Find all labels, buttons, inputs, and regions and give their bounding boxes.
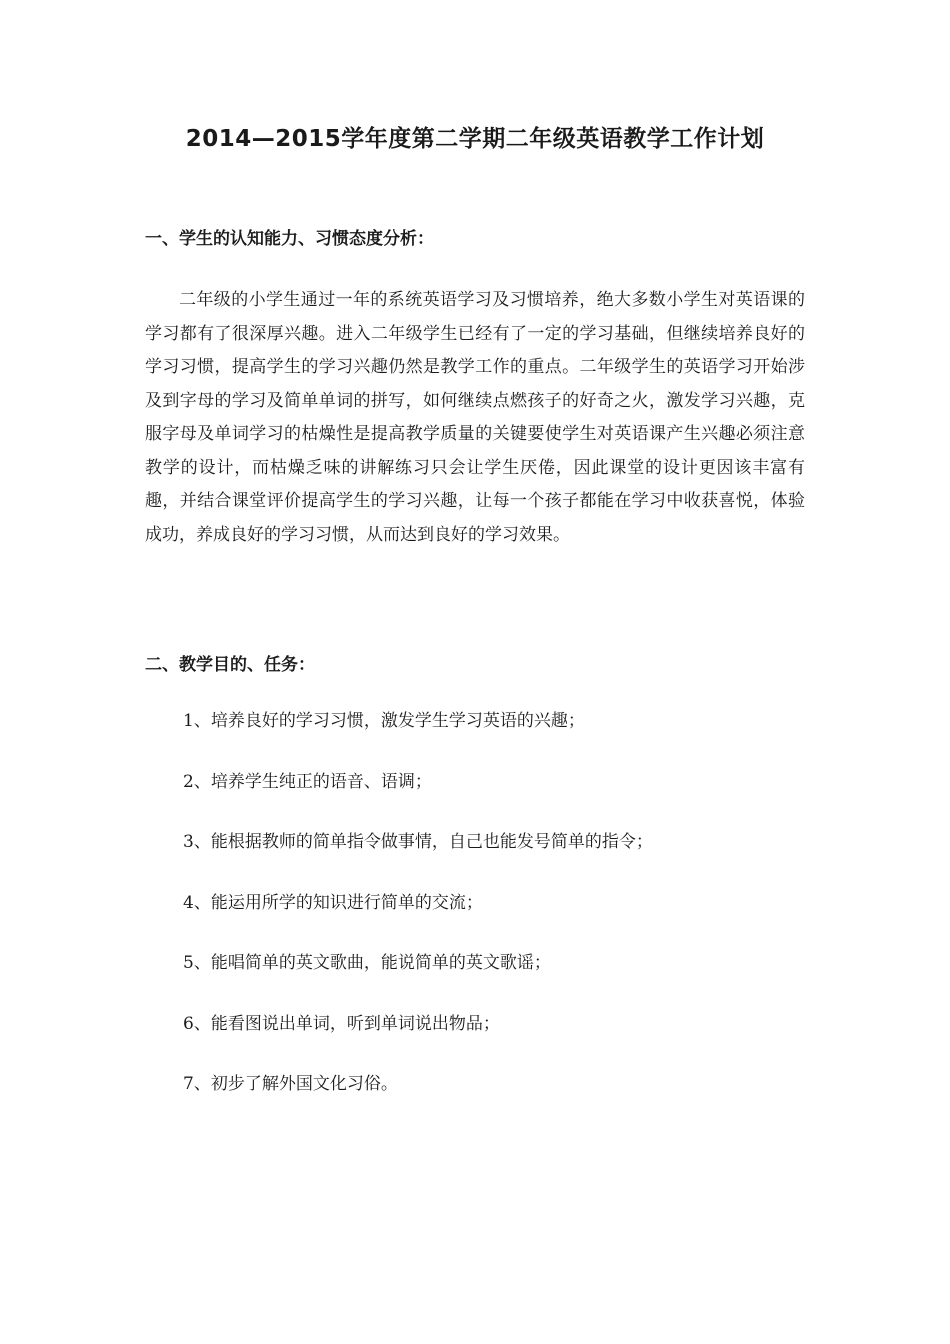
list-item: 7、初步了解外国文化习俗。 [183, 1074, 398, 1094]
goals-list [183, 709, 653, 1133]
analysis-paragraph: 二年级的小学生通过一年的系统英语学习及习惯培养，绝大多数小学生对英语课的学习都有了很深厚兴趣。进入二年级学生已经有了一定的学习基础，但继续培养良好的学习习惯，提高学生的学习兴趣仍然是教学工作的重点。二年级学生的英语学习开始涉及到字母的学习及简单单词的拼写，如何继续点燃孩子的好奇之火，激发学习兴趣，克服字母及单词学习的枯燥性是提高教学质量的关键要使学生对英语课产生兴趣必须注意教学的设计，而枯燥乏味的讲解练习只会让学生厌倦，因此课堂的设计更因该丰富有趣，并结合课堂评价提高学生的学习兴趣，让每一个孩子都能在学习中收获喜悦，体验成功，养成良好的学习习惯，从而达到良好的学习效果。 [145, 290, 805, 545]
list-item: 3、能根据教师的简单指令做事情，自己也能发号简单的指令； [183, 832, 653, 852]
section-heading-goals: 二、教学目的、任务： [145, 655, 315, 675]
list-item: 4、能运用所学的知识进行简单的交流； [183, 892, 483, 913]
list-item: 2、培养学生纯正的语音、语调； [183, 771, 432, 792]
list-item: 1、培养良好的学习习惯，激发学生学习英语的兴趣； [183, 711, 585, 731]
list-item: 5、能唱简单的英文歌曲，能说简单的英文歌谣； [183, 953, 551, 973]
section-heading-analysis: 一、学生的认知能力、习惯态度分析： [145, 229, 434, 249]
list-item: 6、能看图说出单词，听到单词说出物品； [183, 1013, 500, 1034]
document-title: 2014—2015学年度第二学期二年级英语教学工作计划 [185, 126, 765, 152]
